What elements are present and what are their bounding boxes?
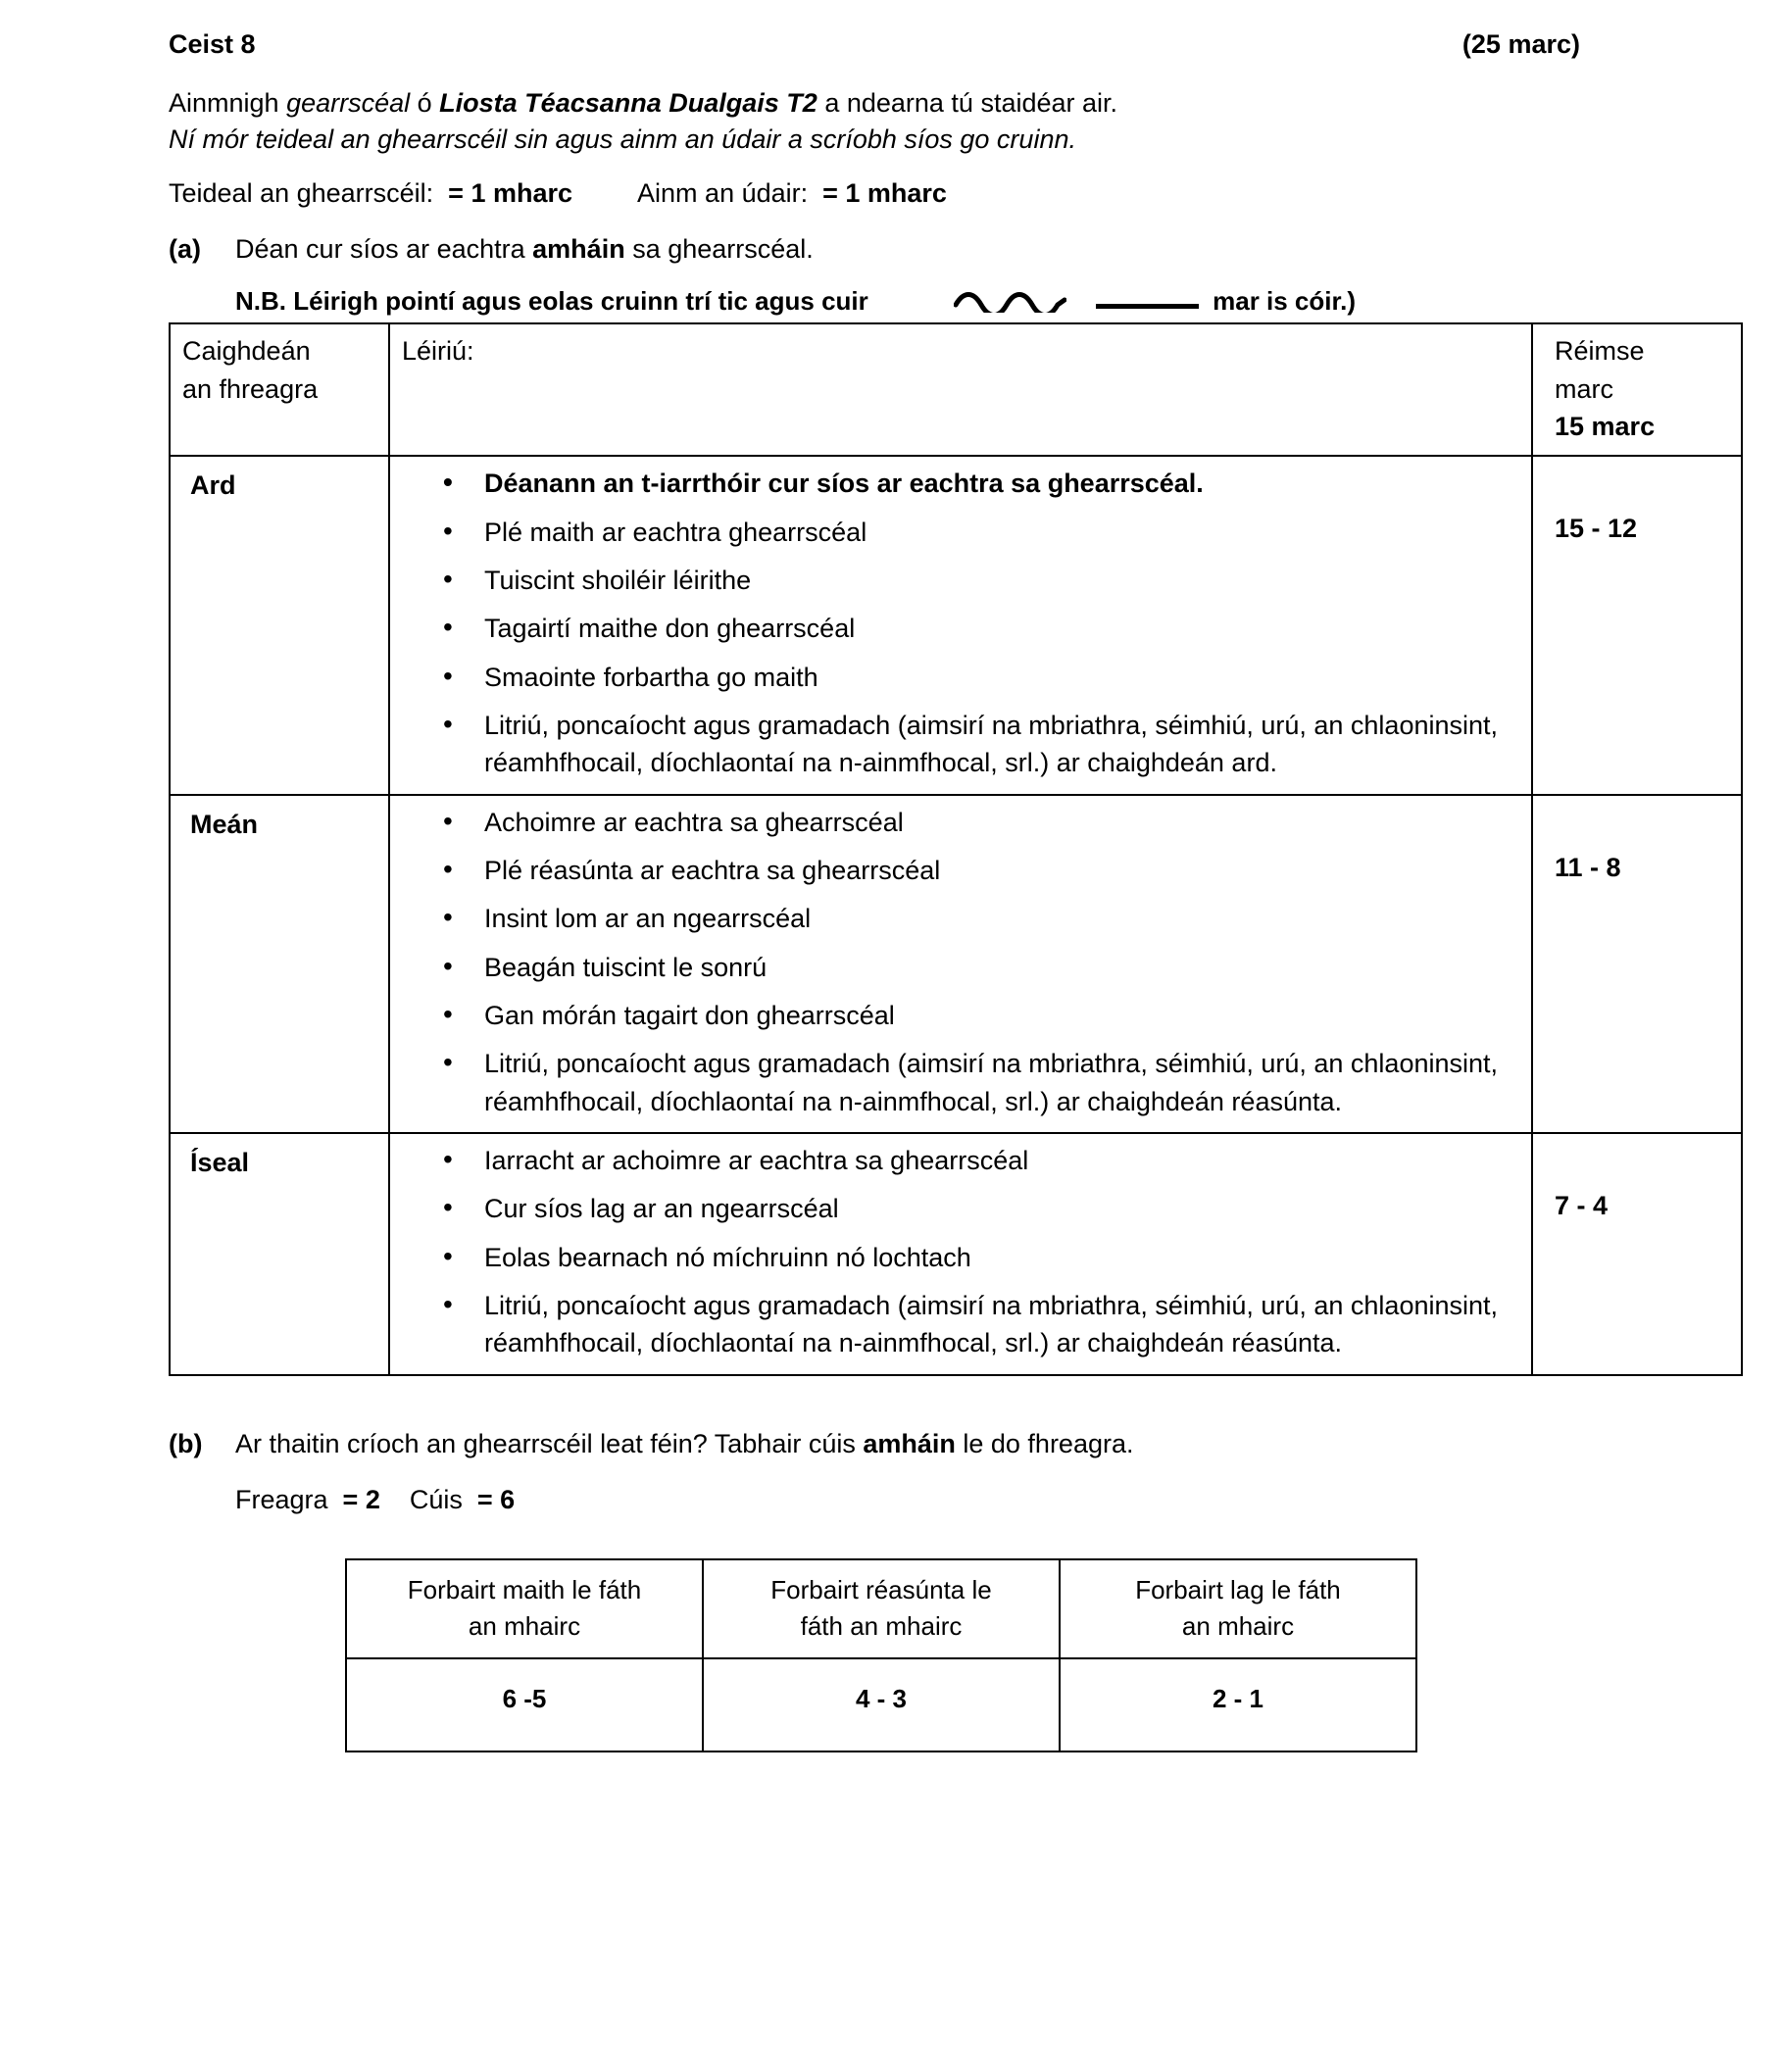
part-b-text-2: le do fhreagra.: [955, 1428, 1134, 1458]
intro-line-1: [169, 85, 1670, 122]
list-item: • Déanann an t-iarrthóir cur síos ar eachtra sa ghearrscéal.: [443, 465, 1521, 502]
rubric-description-cell: [389, 456, 1532, 794]
list-item: • Cur síos lag ar an ngearrscéal: [443, 1190, 1521, 1227]
intro-paragraph: [169, 85, 1670, 157]
intro-text-3: a ndearna tú staidéar air.: [817, 88, 1118, 118]
part-b-marks-line: [235, 1485, 1670, 1515]
rubric-table: [169, 322, 1743, 1375]
forbairt-header-line2: fáth an mhairc: [800, 1610, 963, 1641]
list-item: • Plé maith ar eachtra ghearrscéal: [443, 514, 1521, 551]
forbairt-table-body: [346, 1559, 1416, 1752]
rubric-header-range: [1532, 323, 1742, 456]
forbairt-value-cell: 2 - 1: [1060, 1658, 1416, 1751]
forbairt-header-row: [346, 1559, 1416, 1659]
cuis-value: = 6: [476, 1484, 516, 1514]
part-a: [169, 234, 1670, 265]
author-label: Ainm an údair:: [637, 178, 823, 209]
rubric-header-level: [170, 323, 389, 456]
list-item: • Achoimre ar eachtra sa ghearrscéal: [443, 804, 1521, 841]
rubric-level-name: Meán: [190, 809, 259, 839]
rubric-bullet-list: [402, 465, 1521, 781]
rubric-header-range-line2: marc: [1555, 373, 1613, 404]
table-row: [170, 456, 1742, 794]
rubric-header-level-line2: an fhreagra: [182, 373, 319, 404]
rubric-header-description: Léiriú:: [389, 323, 1532, 456]
part-b-text: [235, 1429, 1670, 1459]
rubric-bullet-list: [402, 1142, 1521, 1362]
forbairt-header-line1: Forbairt maith le fáth: [407, 1574, 642, 1604]
part-a-text: [235, 234, 1670, 265]
page-title: Ceist 8: [169, 29, 256, 59]
rubric-mark-range: 7 - 4: [1555, 1191, 1609, 1221]
list-item: • Tagairtí maithe don ghearrscéal: [443, 610, 1521, 647]
rubric-range-cell: [1532, 1133, 1742, 1375]
author-mark-value: = 1 mharc: [822, 178, 947, 209]
rubric-header-range-line1: Réimse: [1555, 336, 1645, 367]
rubric-mark-range: 11 - 8: [1555, 852, 1621, 882]
list-item: • Tuiscint shoiléir léirithe: [443, 562, 1521, 599]
rubric-header-range-total: 15 marc: [1555, 412, 1656, 442]
freagra-spacer: [380, 1485, 410, 1514]
forbairt-header-line1: Forbairt lag le fáth: [1135, 1574, 1341, 1604]
rubric-description-cell: [389, 1133, 1532, 1375]
forbairt-header-cell: [703, 1559, 1060, 1659]
rubric-bullet-list: [402, 804, 1521, 1120]
blank-line-rule: [1096, 304, 1199, 309]
list-item: • Smaointe forbartha go maith: [443, 659, 1521, 696]
rubric-level-cell: [170, 795, 389, 1133]
title-label: Teideal an ghearrscéil:: [169, 178, 449, 209]
marks-allocation-line: [169, 178, 1670, 209]
forbairt-value-cell: 6 -5: [346, 1658, 703, 1751]
rubric-table-body: [170, 323, 1742, 1374]
title-mark-value: = 1 mharc: [448, 178, 572, 209]
list-item: • Litriú, poncaíocht agus gramadach (aimsirí na mbriathra, séimhiú, urú, an chlaoninsint, réamhfhocail, díochlaontaí na n-ainmfhocal, srl.) ar chaighdeán réasúnta.: [443, 1287, 1521, 1362]
rubric-description-cell: [389, 795, 1532, 1133]
rubric-level-cell: [170, 456, 389, 794]
part-a-label: (a): [169, 234, 201, 265]
wavy-underline-icon: [912, 287, 1066, 313]
list-item: • Insint lom ar an ngearrscéal: [443, 900, 1521, 937]
part-a-text-1: Déan cur síos ar eachtra: [235, 234, 533, 265]
rubric-range-cell: [1532, 795, 1742, 1133]
freagra-label: Freagra: [235, 1484, 343, 1514]
list-item: • Litriú, poncaíocht agus gramadach (aimsirí na mbriathra, séimhiú, urú, an chlaoninsint, réamhfhocail, díochlaontaí na n-ainmfhocal, srl.) ar chaighdeán ard.: [443, 707, 1521, 782]
forbairt-header-cell: [346, 1559, 703, 1659]
rubric-mark-range: 15 - 12: [1555, 514, 1638, 544]
forbairt-table: [345, 1558, 1417, 1753]
intro-italic-gearrsceal: gearrscéal: [286, 88, 411, 118]
forbairt-header-line1: Forbairt réasúnta le: [770, 1574, 992, 1604]
forbairt-header-line2: an mhairc: [1181, 1610, 1295, 1641]
part-b-section: [169, 1429, 1670, 1515]
forbairt-value-row: [346, 1658, 1416, 1751]
intro-line-2: Ní mór teideal an ghearrscéil sin agus ainm an údair a scríobh síos go cruinn.: [169, 123, 1076, 154]
list-item: • Beagán tuiscint le sonrú: [443, 949, 1521, 986]
list-item: • Plé réasúnta ar eachtra sa ghearrscéal: [443, 852, 1521, 889]
forbairt-header-line2: an mhairc: [468, 1610, 581, 1641]
list-item: • Iarracht ar achoimre ar eachtra sa ghearrscéal: [443, 1142, 1521, 1179]
intro-text-1: Ainmnigh: [169, 88, 287, 118]
rubric-level-cell: [170, 1133, 389, 1375]
part-b-label: (b): [169, 1428, 203, 1458]
list-item: • Litriú, poncaíocht agus gramadach (aimsirí na mbriathra, séimhiú, urú, an chlaoninsint, réamhfhocail, díochlaontaí na n-ainmfhocal, srl.) ar chaighdeán réasúnta.: [443, 1045, 1521, 1120]
table-row: [170, 795, 1742, 1133]
question-header: [169, 29, 1670, 60]
rubric-header-row: [170, 323, 1742, 456]
forbairt-header-cell: [1060, 1559, 1416, 1659]
forbairt-value-cell: 4 - 3: [703, 1658, 1060, 1751]
nb-text-prefix: N.B. Léirigh pointí agus eolas cruinn trí tic agus cuir: [235, 286, 868, 317]
list-item: • Gan mórán tagairt don ghearrscéal: [443, 997, 1521, 1034]
rubric-level-name: Ard: [190, 470, 236, 501]
rubric-range-cell: [1532, 456, 1742, 794]
rubric-header-level-line1: Caighdeán: [182, 336, 311, 367]
nb-instruction-line: [235, 286, 1670, 317]
part-b-text-bold: amháin: [863, 1428, 956, 1458]
part-b-text-1: Ar thaitin críoch an ghearrscéil leat féin? Tabhair cúis: [235, 1428, 864, 1458]
intro-text-2: ó: [410, 88, 440, 118]
rubric-level-name: Íseal: [190, 1148, 250, 1178]
marks-spacer: [572, 178, 637, 208]
list-item: • Eolas bearnach nó míchruinn nó lochtach: [443, 1239, 1521, 1276]
cuis-label: Cúis: [409, 1484, 477, 1514]
part-b: [169, 1429, 1670, 1459]
intro-bold-liosta: Liosta Téacsanna Dualgais T2: [439, 88, 817, 118]
table-row: [170, 1133, 1742, 1375]
part-a-text-2: sa ghearrscéal.: [624, 234, 814, 265]
nb-text-suffix: mar is cóir.): [1213, 286, 1357, 317]
part-a-text-bold: amháin: [532, 234, 625, 265]
question-marks: (25 marc): [1461, 29, 1580, 59]
freagra-value: = 2: [342, 1484, 380, 1514]
